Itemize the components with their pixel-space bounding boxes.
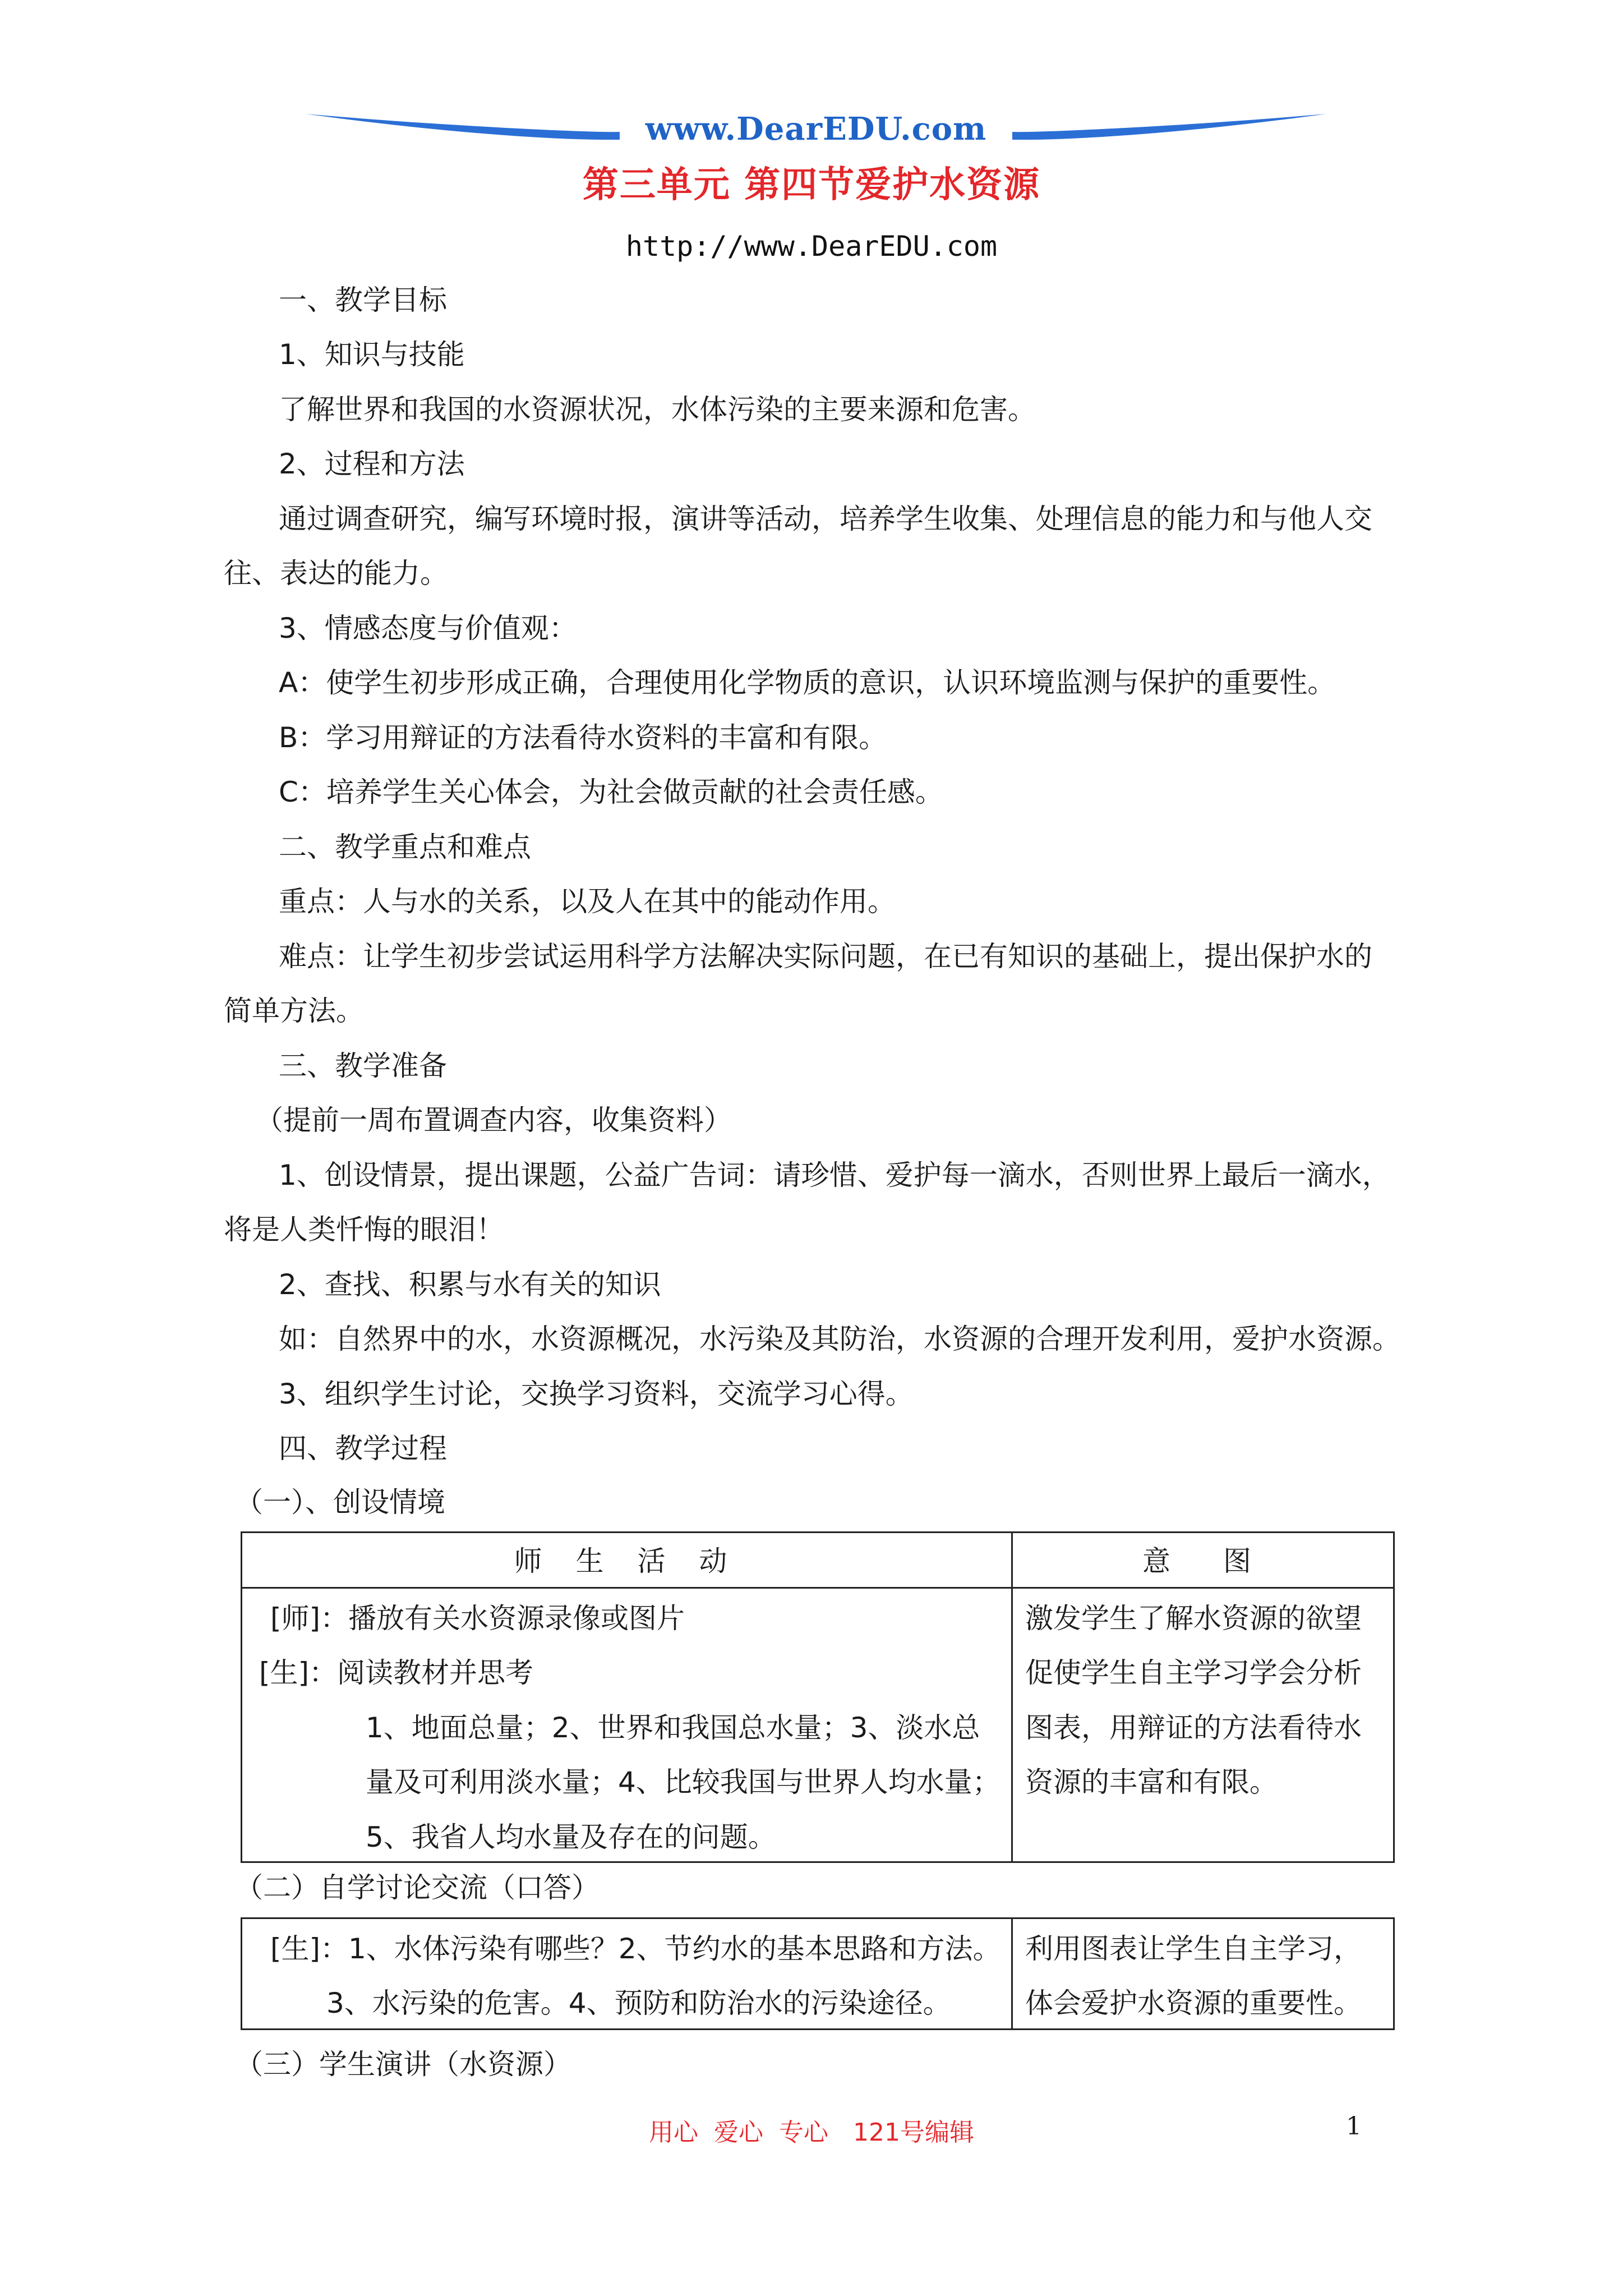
paragraph: 重点：人与水的关系，以及人在其中的能动作用。 bbox=[279, 885, 896, 918]
activity-table-1 bbox=[241, 1531, 1395, 1863]
table-heading: （三）学生演讲（水资源） bbox=[235, 2048, 571, 2081]
intent-line: 资源的丰富和有限。 bbox=[1025, 1766, 1278, 1798]
paragraph: 了解世界和我国的水资源状况，水体污染的主要来源和危害。 bbox=[279, 393, 1036, 426]
subheading: 2、查找、积累与水有关的知识 bbox=[279, 1268, 661, 1301]
paragraph: 1、创设情景，提出课题，公益广告词：请珍惜、爱护每一滴水，否则世界上最后一滴水， bbox=[279, 1159, 1390, 1191]
page-title: 第三单元 第四节爱护水资源 bbox=[582, 164, 1041, 206]
paragraph: B：学习用辩证的方法看待水资料的丰富和有限。 bbox=[279, 721, 887, 754]
section-heading: 二、教学重点和难点 bbox=[279, 831, 531, 863]
table-heading: （一）、创设情境 bbox=[235, 1486, 445, 1519]
table-header-cell bbox=[242, 1533, 1012, 1588]
activity-cell bbox=[242, 1588, 1012, 1862]
activity-line: [生]：1、水体污染有哪些？2、节约水的基本思路和方法。 bbox=[270, 1932, 1001, 1965]
activity-table-2 bbox=[241, 1917, 1395, 2030]
section-heading: 三、教学准备 bbox=[279, 1050, 447, 1082]
activity-cell bbox=[242, 1918, 1012, 2030]
subheading: 2、过程和方法 bbox=[279, 448, 465, 480]
activity-line: [师]：播放有关水资源录像或图片 bbox=[270, 1602, 685, 1635]
intent-cell bbox=[1012, 1918, 1394, 2030]
column-header-activity: 师 生 活 动 bbox=[514, 1545, 740, 1577]
activity-line: [生]：阅读教材并思考 bbox=[259, 1657, 534, 1689]
section-heading: 一、教学目标 bbox=[279, 284, 447, 316]
table-heading: （二）自学讨论交流（口答） bbox=[235, 1871, 600, 1904]
page-number: 1 bbox=[1346, 2112, 1362, 2141]
intent-line: 图表，用辩证的方法看待水 bbox=[1025, 1711, 1362, 1744]
paragraph: 通过调查研究，编写环境时报，演讲等活动，培养学生收集、处理信息的能力和与他人交 bbox=[279, 503, 1372, 535]
subheading: 3、情感态度与价值观： bbox=[279, 612, 577, 645]
activity-line: 3、水污染的危害。4、预防和防治水的污染途径。 bbox=[326, 1987, 951, 2019]
paragraph: 如：自然界中的水，水资源概况，水污染及其防治，水资源的合理开发利用，爱护水资源。 bbox=[279, 1323, 1400, 1355]
column-header-intent: 意 图 bbox=[1142, 1545, 1264, 1577]
subheading: 1、知识与技能 bbox=[279, 338, 465, 371]
activity-line: 量及可利用淡水量；4、比较我国与世界人均水量； bbox=[366, 1766, 1000, 1798]
activity-line: 5、我省人均水量及存在的问题。 bbox=[366, 1821, 776, 1853]
paragraph: A：使学生初步形成正确，合理使用化学物质的意识，认识环境监测与保护的重要性。 bbox=[279, 666, 1336, 699]
intent-line: 促使学生自主学习学会分析 bbox=[1025, 1657, 1362, 1689]
site-banner bbox=[306, 104, 1326, 160]
intent-cell bbox=[1012, 1588, 1394, 1862]
table-header-cell bbox=[1012, 1533, 1394, 1588]
paragraph: （提前一周布置调查内容，收集资料） bbox=[255, 1104, 732, 1137]
activity-line: 1、地面总量；2、世界和我国总水量；3、淡水总 bbox=[366, 1711, 980, 1744]
intent-line: 体会爱护水资源的重要性。 bbox=[1025, 1987, 1362, 2019]
paragraph: 难点：让学生初步尝试运用科学方法解决实际问题，在已有知识的基础上，提出保护水的 bbox=[279, 940, 1372, 973]
intent-line: 激发学生了解水资源的欲望 bbox=[1025, 1602, 1362, 1635]
paragraph: 往、表达的能力。 bbox=[224, 557, 448, 590]
paragraph: 简单方法。 bbox=[224, 995, 364, 1027]
intent-line: 利用图表让学生自主学习， bbox=[1025, 1932, 1362, 1965]
paragraph: C：培养学生关心体会，为社会做贡献的社会责任感。 bbox=[279, 776, 943, 808]
paragraph: 3、组织学生讨论，交换学习资料，交流学习心得。 bbox=[279, 1378, 914, 1410]
section-heading: 四、教学过程 bbox=[279, 1432, 447, 1465]
paragraph: 将是人类忏悔的眼泪！ bbox=[224, 1213, 504, 1246]
site-url[interactable]: http://www.DearEDU.com bbox=[625, 230, 998, 263]
banner-text: www.DearEDU.com bbox=[645, 111, 987, 148]
footer-text: 用心 爱心 专心 121号编辑 bbox=[649, 2118, 974, 2147]
